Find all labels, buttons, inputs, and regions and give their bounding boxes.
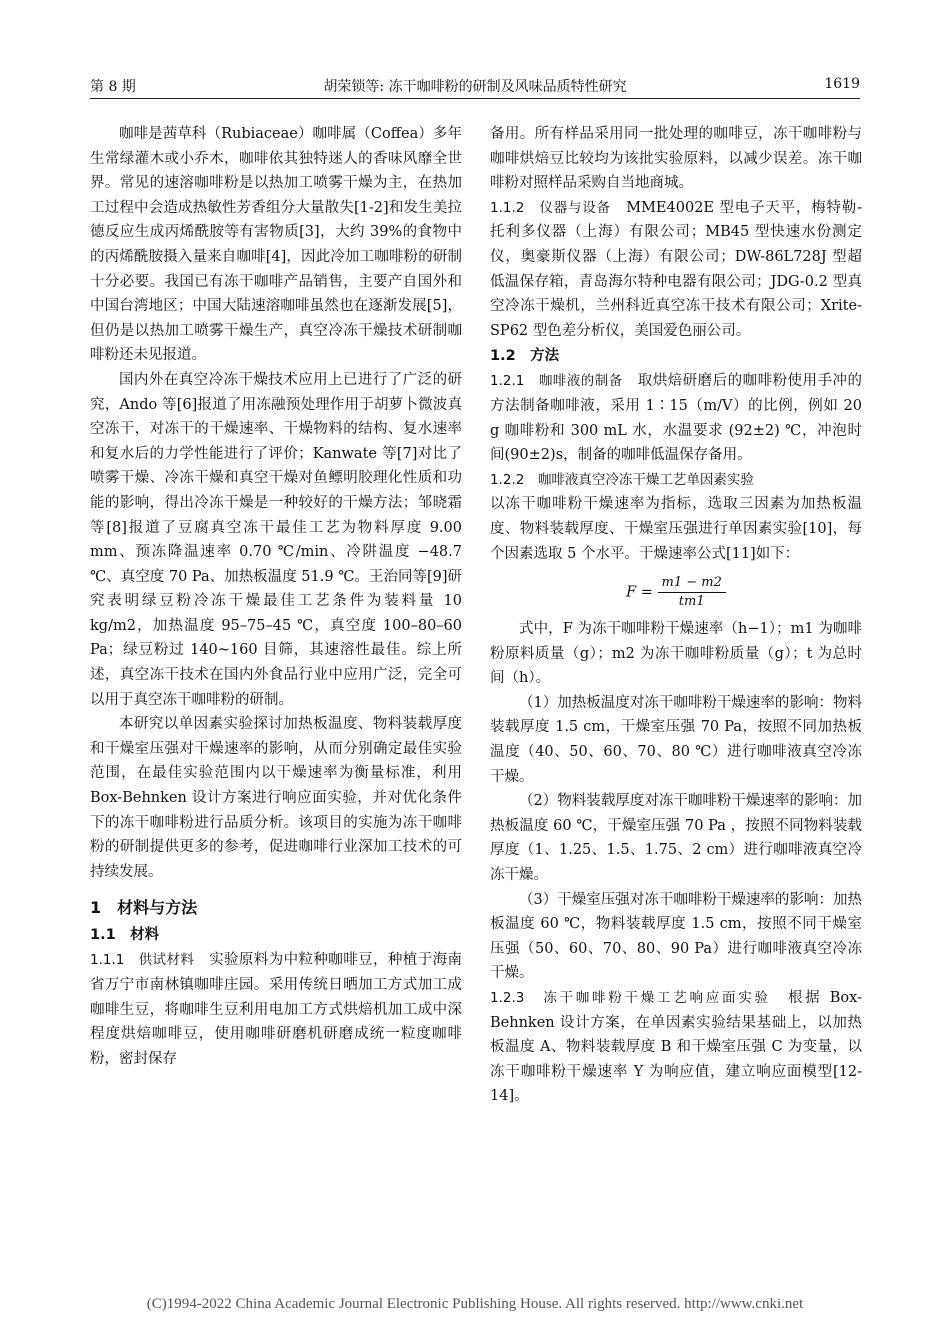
subsection-label: 1.1.2 仪器与设备 [490, 199, 611, 216]
running-header [90, 72, 860, 99]
copyright-footer: (C)1994-2022 China Academic Journal Electronic Publishing House. All rights reserved. http://www.cnki.net [146, 1296, 804, 1312]
experiment-item-2: （2）物料装载厚度对冻干咖啡粉干燥速率的影响：加热板温度 60 ℃，干燥室压强 70 Pa ，按照不同物料装载厚度（1、1.25、1.5、1.75、2 cm）进行咖啡液真空冷冻干燥。 [490, 793, 862, 884]
intro-paragraph-2: 国内外在真空冷冻干燥技术应用上已进行了广泛的研究，Ando 等[6]报道了用冻融预处理作用于胡萝卜微波真空冻干，对冻干的干燥速率、干燥物料的结构、复水速率和复水后的力学性能进行了评价；Kanwate 等[7]对比了喷雾干燥、冷冻干燥和真空干燥对鱼鳔明胶理化性质和功能的影响，得出冷冻干燥是一种较好的干燥方法；邹晓霜等[8]报道了豆腐真空冻干最佳工艺为物料厚度 9.00 mm、预冻降温速率 0.70 ℃/min、冷阱温度 −48.7 ℃、真空度 70 Pa、加热板温度 51.9 ℃。王治同等[9]研究表明绿豆粉冷冻干燥最佳工艺条件为装料量 10 kg/m2，加热温度 95–75–45 ℃，真空度 100–80–60 Pa；绿豆粉过 140~160 目筛，其速溶性最佳。综上所述，真空冻干技术在国内外食品行业中应用广泛，完全可以用于真空冻干咖啡粉的研制。 [90, 371, 462, 708]
subsection-label: 1.2.3 冻干咖啡粉干燥工艺响应面实验 [490, 990, 771, 1006]
drying-rate-formula [490, 574, 862, 611]
section-heading-1: 1 材料与方法 [90, 898, 198, 918]
subsection-1-2-2-text: 以冻干咖啡粉干燥速率为指标，选取三因素为加热板温度、物料装载厚度、干燥室压强进行单因素实验[10]，每个因素选取 5 个水平。干燥速率公式[11]如下： [490, 496, 862, 562]
subsection-label: 1.2.1 咖啡液的制备 [490, 373, 623, 390]
intro-paragraph-1: 咖啡是茜草科（Rubiaceae）咖啡属（Coffea）多年生常绿灌木或小乔木，咖啡依其独特迷人的香味风靡全世界。常见的速溶咖啡粉是以热加工喷雾干燥为主，在热加工过程中会造成热敏性芳香组分大量散失[1-2]和发生美拉德反应生成丙烯酰胺等有害物质[3]，大约 39%的食物中的丙烯酰胺摄入量来自咖啡[4]，因此冷加工咖啡粉的研制十分必要。我国已有冻干咖啡产品销售，主要产自国外和中国台湾地区；中国大陆速溶咖啡虽然也在逐渐发展[5]，但仍是以热加工喷雾干燥生产，真空冷冻干燥技术研制咖啡粉还未见报道。 [90, 126, 462, 364]
continued-paragraph: 备用。所有样品采用同一批处理的咖啡豆，冻干咖啡粉与咖啡烘焙豆比较均为该批实验原料，以减少误差。冻干咖啡粉对照样品采购自当地商城。 [490, 126, 862, 192]
subsection-text: 取烘焙研磨后的咖啡粉使用手冲的方法制备咖啡液，采用 1∶15（m/V）的比例，例如 20 g 咖啡粉和 300 mL 水，水温要求 (92±2) ℃，冲泡时间(90±2)s，制备的咖啡低温保存备用。 [490, 373, 862, 464]
intro-paragraph-3: 本研究以单因素实验探讨加热板温度、物料装载厚度和干燥室压强对干燥速率的影响，从而分别确定最佳实验范围，在最佳实验范围内以干燥速率为衡量标准，利用 Box-Behnken 设计方案进行响应面实验，并对优化条件下的冻干咖啡粉进行品质分析。该项目的实施为冻干咖啡粉的研制提供更多的参考，促进咖啡行业深加工技术的可持续发展。 [90, 716, 462, 880]
right-column [490, 122, 862, 1109]
formula-explanation: 式中，F 为冻干咖啡粉干燥速率（h−1）；m1 为咖啡粉原料质量（g）；m2 为冻干咖啡粉质量（g）；t 为总时间（h）。 [490, 621, 862, 687]
experiment-item-3: （3）干燥室压强对冻干咖啡粉干燥速率的影响：加热板温度 60 ℃，物料装载厚度 1.5 cm，按照不同干燥室压强（50、60、70、80、90 Pa）进行咖啡液真空冷冻干燥。 [490, 891, 862, 982]
page-number: 1619 [824, 76, 860, 92]
subsection-text: 实验原料为中粒种咖啡豆，种植于海南省万宁市南林镇咖啡庄园。采用传统日晒加工方式加工成咖啡生豆，将咖啡生豆利用电加工方式烘焙机加工成中深程度烘焙咖啡豆，使用咖啡研磨机研磨成统一粒度咖啡粉，密封保存 [90, 952, 462, 1067]
experiment-item-1: （1）加热板温度对冻干咖啡粉干燥速率的影响：物料装载厚度 1.5 cm，干燥室压强 70 Pa，按照不同加热板温度（40、50、60、70、80 ℃）进行咖啡液真空冷冻干燥。 [490, 694, 862, 785]
subsection-1-1-2 [490, 196, 862, 344]
subsection-text: MME4002E 型电子天平，梅特勒-托利多仪器（上海）有限公司；MB45 型快速水份测定仪，奥豪斯仪器（上海）有限公司；DW-86L728J 型超低温保存箱，青岛海尔特种电器有限公司；JDG-0.2 型真空冷冻干燥机，兰州科近真空冻干技术有限公司；Xrite-SP62 型色差分析仪，美国爱色丽公司。 [490, 199, 862, 339]
subsection-label: 1.1.1 供试材料 [90, 952, 195, 969]
running-title: 胡荣锁等: 冻干咖啡粉的研制及风味品质特性研究 [323, 79, 627, 95]
subsection-1-1-1 [90, 948, 462, 1071]
formula-lhs: F = [626, 584, 653, 601]
section-heading-1-1: 1.1 材料 [90, 927, 160, 944]
left-column [90, 122, 462, 1071]
issue-number: 第 8 期 [90, 79, 136, 95]
subsection-1-2-2-label: 1.2.2 咖啡液真空冷冻干燥工艺单因素实验 [490, 471, 754, 488]
formula-denominator: tm1 [678, 594, 705, 610]
subsection-text: 根据 Box-Behnken 设计方案，在单因素实验结果基础上，以加热板温度 A、物料装载厚度 B 和干燥室压强 C 为变量，以冻干咖啡粉干燥速率 Y 为响应值，建立响应面模型[12-14]。 [490, 990, 862, 1105]
section-heading-1-2: 1.2 方法 [490, 348, 560, 365]
formula-fraction [658, 574, 726, 611]
subsection-1-2-3 [490, 986, 862, 1109]
subsection-1-2-1 [490, 369, 862, 467]
formula-numerator: m1 − m2 [658, 574, 726, 593]
